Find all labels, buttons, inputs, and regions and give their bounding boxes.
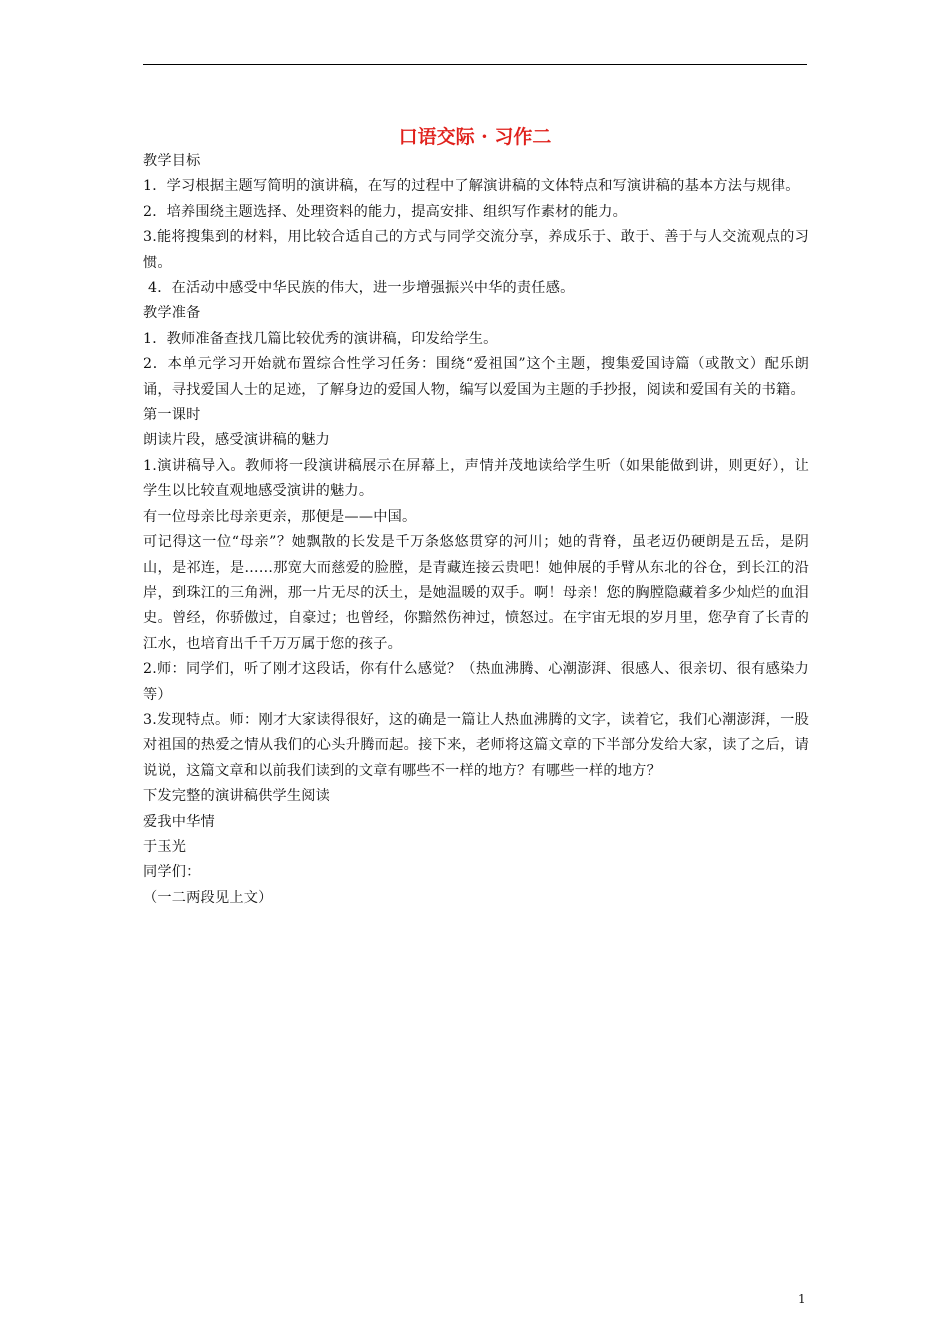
objective-item: 4．在活动中感受中华民族的伟大，进一步增强振兴中华的责任感。 <box>148 280 575 297</box>
body-paragraph: 可记得这一位“母亲”？她飘散的长发是千万条悠悠贯穿的河川；她的背脊，虽老迈仍硬朗是五岳，是阴山，是祁连，是……那宽大而慈爱的脸膛，是青藏连接云贵吧！她伸展的手臂从东北的谷仓，到长江的沿岸，到珠江的三角洲，那一片无尽的沃土，是她温暖的双手。啊！母亲！您的胸膛隐藏着多少灿烂的血泪史。曾经，你骄傲过，自豪过；也曾经，你黯然伤神过，愤怒过。在宇宙无垠的岁月里，您孕育了长青的江水，也培育出千千万万属于您的孩子。 <box>143 534 809 652</box>
body-paragraph: 2.师：同学们，听了刚才这段话，你有什么感觉？（热血沸腾、心潮澎湃、很感人、很亲切、很有感染力等） <box>143 661 809 703</box>
subheading: 朗读片段，感受演讲稿的魅力 <box>143 432 331 449</box>
page-title: 口语交际 · 习作二 <box>398 126 552 148</box>
speech-title: 爱我中华情 <box>143 813 215 830</box>
speech-note: （一二两段见上文） <box>143 889 273 906</box>
document-body <box>143 149 809 911</box>
objective-item: 3.能将搜集到的材料，用比较合适自己的方式与同学交流分享，养成乐于、敢于、善于与人交流观点的习惯。 <box>143 229 809 271</box>
body-paragraph: 有一位母亲比母亲更亲，那便是——中国。 <box>143 508 417 525</box>
body-paragraph: 3.发现特点。师：刚才大家读得很好，这的确是一篇让人热血沸腾的文字，读着它，我们心潮澎湃，一股对祖国的热爱之情从我们的心头升腾而起。接下来，老师将这篇文章的下半部分发给大家，读了之后，请说说，这篇文章和以前我们读到的文章有哪些不一样的地方？有哪些一样的地方？ <box>143 711 809 779</box>
body-paragraph: 下发完整的演讲稿供学生阅读 <box>143 788 331 805</box>
objective-item: 1．学习根据主题写简明的演讲稿，在写的过程中了解演讲稿的文体特点和写演讲稿的基本方法与规律。 <box>143 178 800 195</box>
speech-author: 于玉光 <box>143 838 187 855</box>
preparation-item: 2．本单元学习开始就布置综合性学习任务：围绕“爱祖国”这个主题，搜集爱国诗篇（或散文）配乐朗诵，寻找爱国人士的足迹，了解身边的爱国人物，编写以爱国为主题的手抄报，阅读和爱国有关的书籍。 <box>143 356 809 398</box>
objective-item: 2．培养围绕主题选择、处理资料的能力，提高安排、组织写作素材的能力。 <box>143 203 628 220</box>
speech-salutation: 同学们： <box>143 864 201 881</box>
header-rule <box>143 64 807 65</box>
section-heading-lesson-one: 第一课时 <box>143 407 201 424</box>
section-heading-preparation: 教学准备 <box>143 305 201 322</box>
page-number: 1 <box>798 1292 806 1306</box>
body-paragraph: 1.演讲稿导入。教师将一段演讲稿展示在屏幕上，声情并茂地读给学生听（如果能做到讲，则更好），让学生以比较直观地感受演讲的魅力。 <box>143 457 809 500</box>
section-heading-objectives: 教学目标 <box>143 153 201 169</box>
preparation-item: 1．教师准备查找几篇比较优秀的演讲稿，印发给学生。 <box>143 330 498 347</box>
